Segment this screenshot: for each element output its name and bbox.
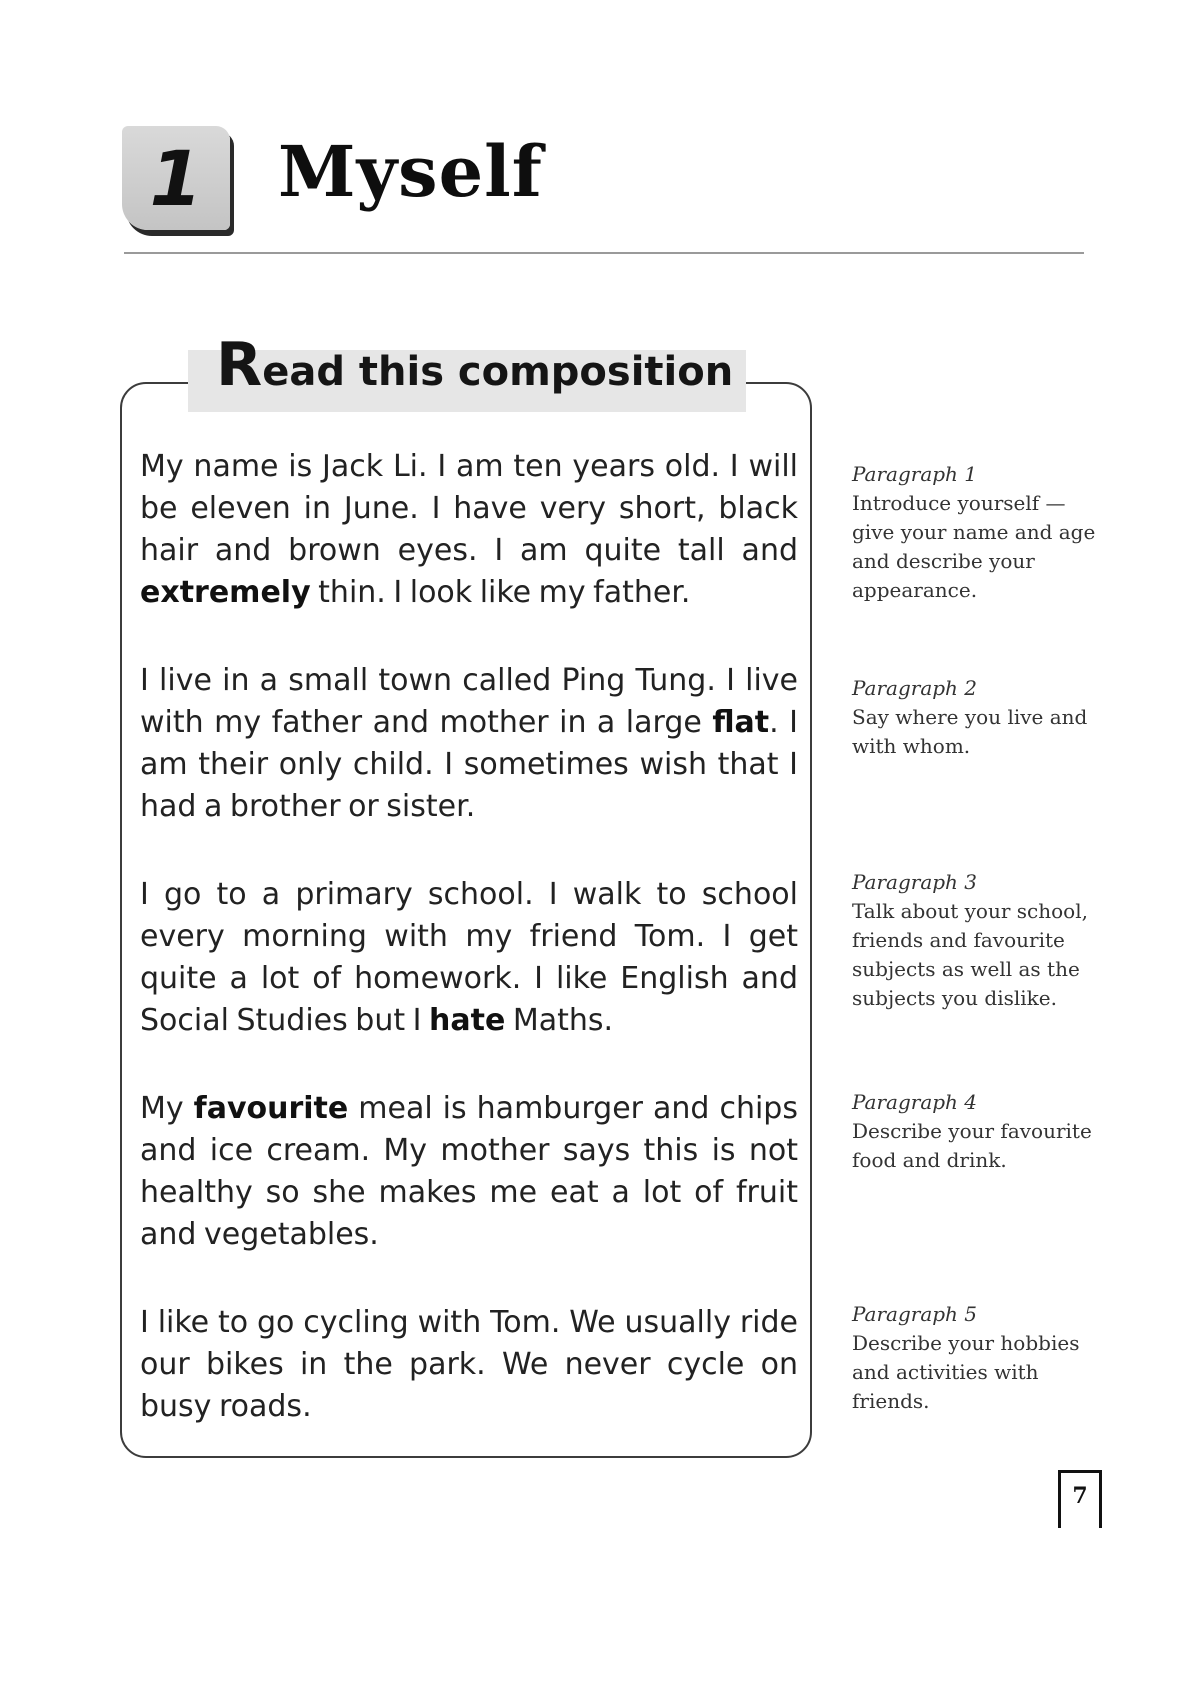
paragraph-text: thin. I look like my father. (310, 575, 691, 610)
note-title: Paragraph 5 (852, 1302, 978, 1326)
note-title: Paragraph 4 (852, 1090, 978, 1114)
section-title (216, 330, 733, 400)
composition-paragraph-4 (140, 1088, 798, 1256)
note-title: Paragraph 3 (852, 870, 978, 894)
paragraph-text: . I am their only child. I sometimes wish that I had a brother or sister. (140, 705, 799, 824)
chapter-number: 1 (149, 134, 203, 223)
paragraph-text: I like to go cycling with Tom. We usually ride our bikes in the park. We never cycle on busy roads. (140, 1305, 798, 1424)
note-text: Talk about your school, friends and favourite subjects as well as the subjects you dislike. (852, 899, 1088, 1010)
note-text: Say where you live and with whom. (852, 705, 1088, 758)
note-title: Paragraph 1 (852, 462, 978, 486)
paragraph-text: meal is hamburger and chips and ice cream. My mother says this is not healthy so she makes me eat a lot of fruit and vegetables. (140, 1091, 798, 1252)
margin-note-1 (852, 460, 1102, 605)
margin-note-2 (852, 674, 1102, 761)
section-title-initial: R (216, 330, 263, 400)
page-number-frame (1058, 1470, 1102, 1528)
paragraph-text: I live in a small town called Ping Tung. I live with my father and mother in a large (140, 663, 798, 740)
paragraph-text: My name is Jack Li. I am ten years old. I will be eleven in June. I have very short, black hair and brown eyes. I am quite tall and (140, 449, 798, 568)
note-text: Describe your hobbies and activities with friends. (852, 1331, 1080, 1413)
chapter-number-badge (122, 126, 230, 230)
composition-paragraph-3 (140, 874, 798, 1042)
composition-paragraph-5 (140, 1302, 798, 1428)
paragraph-text: Maths. (505, 1003, 614, 1038)
paragraph-bold-word: flat (712, 705, 770, 740)
paragraph-text: I go to a primary school. I walk to school every morning with my friend Tom. I get quite a lot of homework. I like English and Social Studies but I (140, 877, 798, 1038)
paragraph-text: My (140, 1091, 194, 1126)
composition-paragraph-2 (140, 660, 798, 828)
section-title-rest: ead this composition (262, 349, 734, 395)
note-text: Introduce yourself — give your name and age and describe your appearance. (852, 491, 1096, 602)
page-number: 7 (1072, 1483, 1088, 1509)
chapter-title: Myself (278, 130, 543, 213)
paragraph-bold-word: hate (429, 1003, 506, 1038)
margin-note-5 (852, 1300, 1102, 1416)
composition-paragraph-1 (140, 446, 798, 614)
note-title: Paragraph 2 (852, 676, 978, 700)
paragraph-bold-word: favourite (193, 1091, 349, 1126)
paragraph-bold-word: extremely (140, 575, 311, 610)
margin-note-4 (852, 1088, 1102, 1175)
note-text: Describe your favourite food and drink. (852, 1119, 1092, 1172)
header-divider (124, 252, 1084, 254)
margin-note-3 (852, 868, 1102, 1013)
